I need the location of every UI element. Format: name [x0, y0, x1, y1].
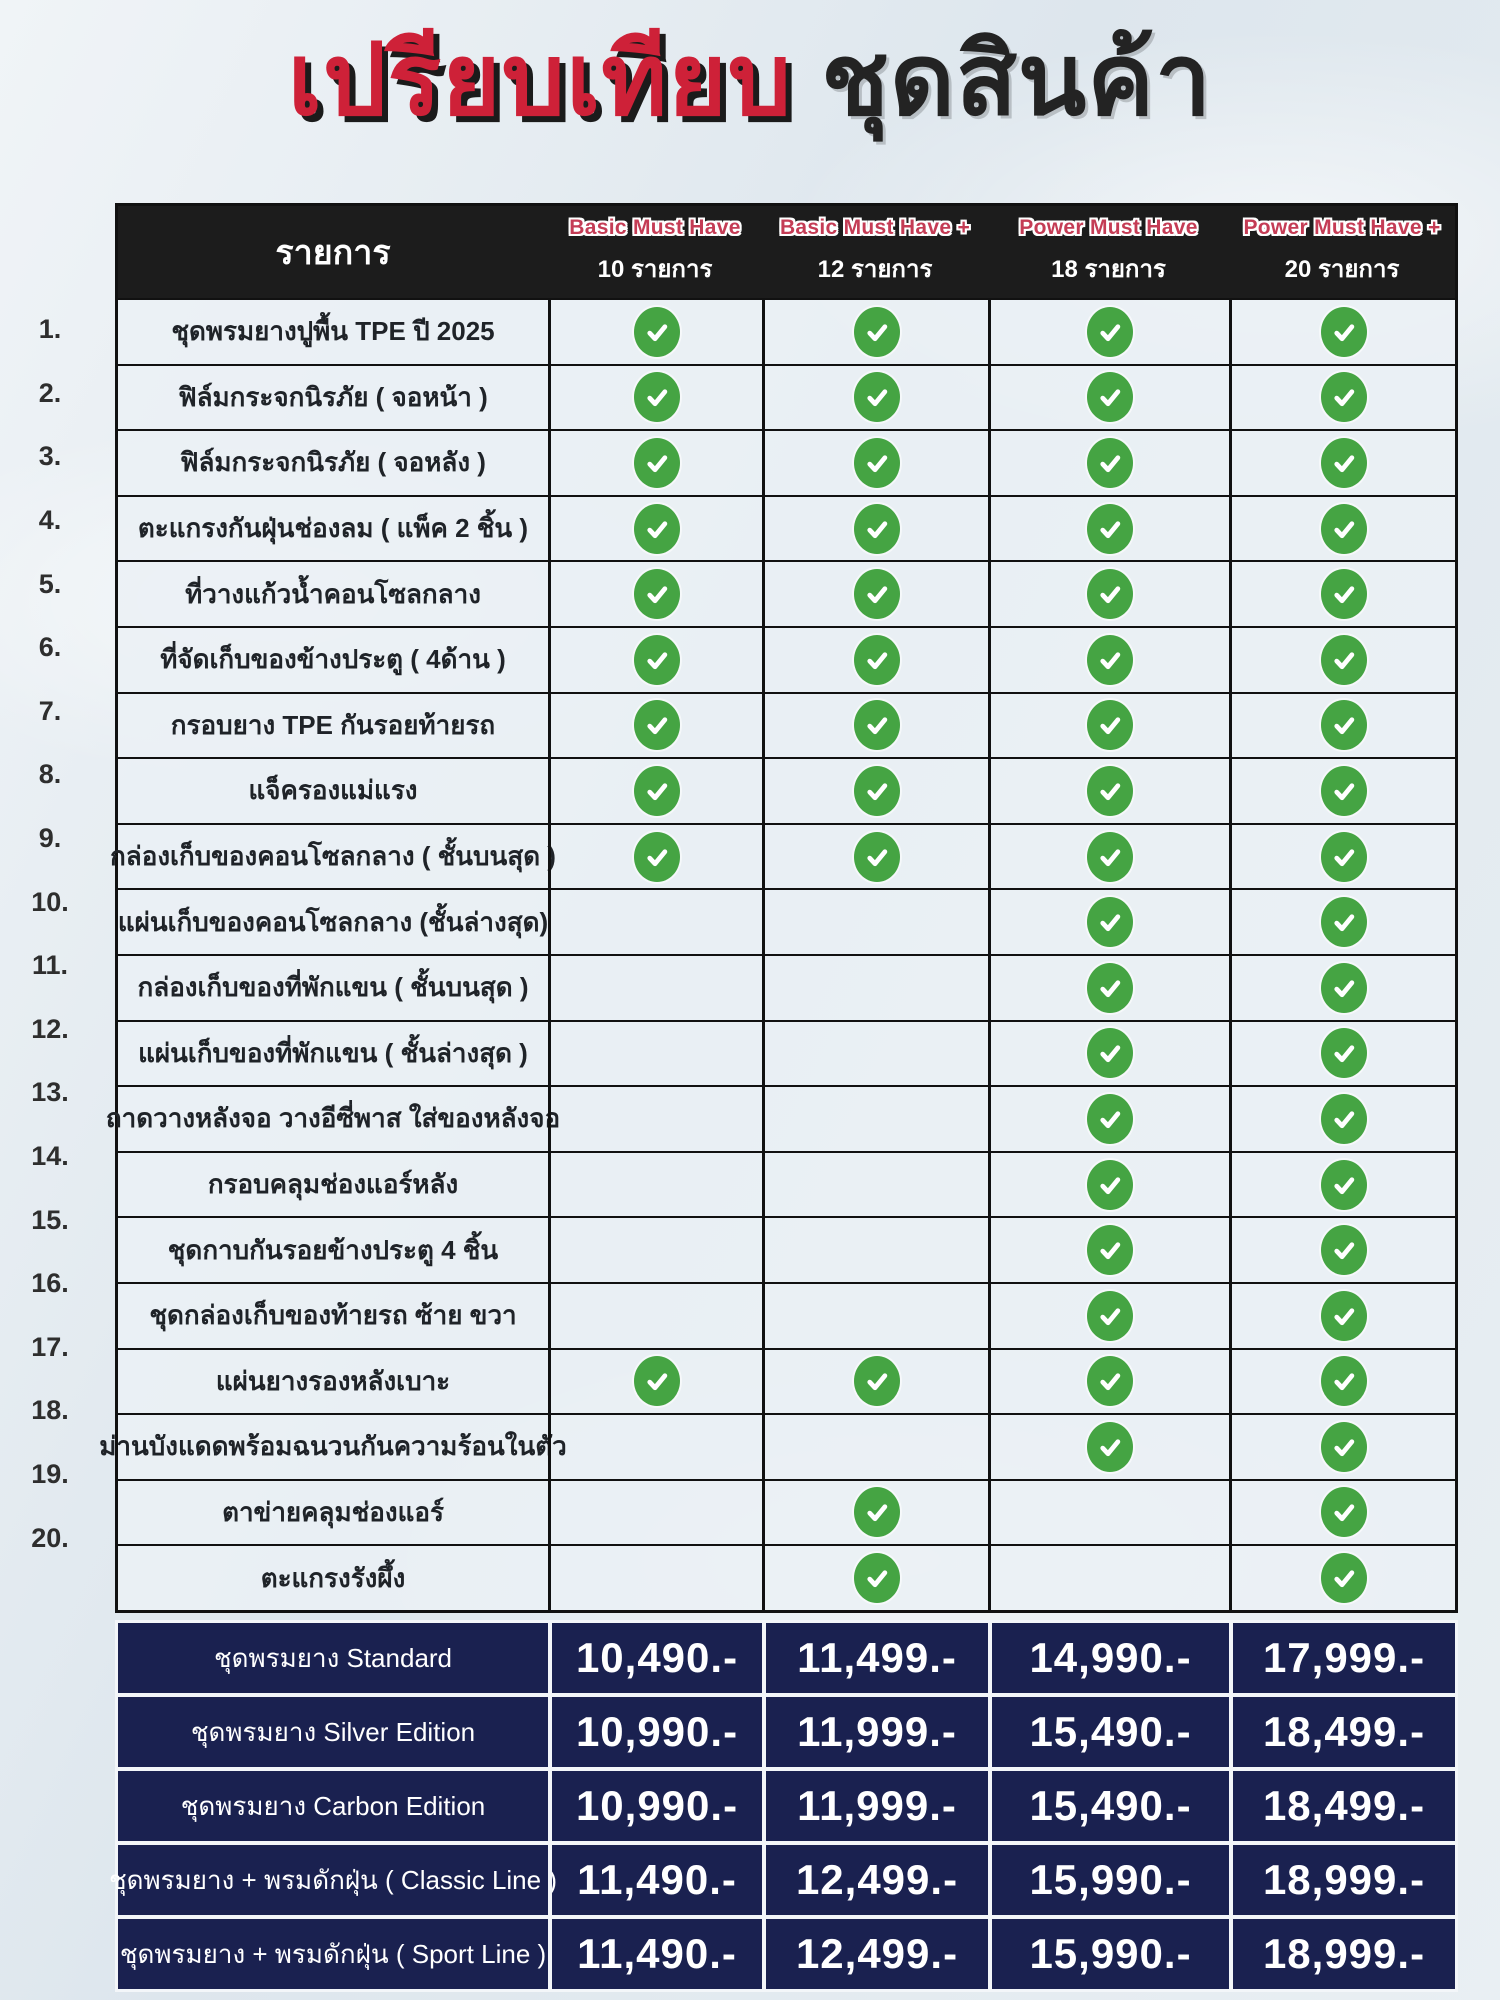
price-value: 18,999.- — [1229, 1845, 1455, 1915]
price-row — [118, 1915, 1455, 1989]
check-cell — [1229, 956, 1455, 1020]
table-row — [118, 692, 1455, 758]
check-circle-icon — [854, 569, 900, 619]
check-circle-icon — [854, 832, 900, 882]
check-circle-icon — [1321, 438, 1367, 488]
check-circle-icon — [1087, 700, 1133, 750]
check-circle-icon — [1321, 569, 1367, 619]
check-cell — [762, 1218, 988, 1282]
check-circle-icon — [1087, 832, 1133, 882]
check-circle-icon — [1321, 832, 1367, 882]
check-cell — [762, 300, 988, 364]
check-cell — [988, 956, 1229, 1020]
item-label: แผ่นยางรองหลังเบาะ — [215, 1365, 451, 1396]
check-cell — [988, 1415, 1229, 1479]
check-circle-icon — [1321, 1553, 1367, 1603]
check-cell — [762, 497, 988, 561]
check-cell — [548, 759, 762, 823]
check-cell — [1229, 497, 1455, 561]
check-cell — [548, 431, 762, 495]
check-circle-icon — [1321, 307, 1367, 357]
column-subtitle: 12 รายการ — [817, 256, 933, 283]
item-label: แผ่นเก็บของคอนโซลกลาง (ชั้นล่างสุด) — [117, 906, 549, 937]
check-cell — [762, 366, 988, 430]
check-cell — [988, 1350, 1229, 1414]
check-cell — [548, 1022, 762, 1086]
check-circle-icon — [1087, 766, 1133, 816]
row-number: 9. — [38, 823, 62, 854]
check-cell — [762, 890, 988, 954]
check-circle-icon — [1321, 766, 1367, 816]
check-cell — [762, 1481, 988, 1545]
check-circle-icon — [634, 372, 680, 422]
item-label: แจ็ครองแม่แรง — [248, 775, 418, 806]
table-row — [105, 1085, 1455, 1151]
check-cell — [988, 1153, 1229, 1217]
check-circle-icon — [634, 700, 680, 750]
check-cell — [548, 366, 762, 430]
item-label: กล่องเก็บของที่พักแขน ( ชั้นบนสุด ) — [137, 972, 529, 1003]
check-cell — [762, 1087, 988, 1151]
check-cell — [1229, 759, 1455, 823]
price-value: 15,490.- — [988, 1697, 1229, 1767]
check-circle-icon — [1087, 1225, 1133, 1275]
price-row-label: ชุดพรมยาง Standard — [213, 1642, 453, 1673]
item-label: แผ่นเก็บของที่พักแขน ( ชั้นล่างสุด ) — [138, 1037, 528, 1068]
price-row — [118, 1693, 1455, 1767]
table-row — [118, 626, 1455, 692]
table-row — [118, 1020, 1455, 1086]
table-row — [110, 823, 1455, 889]
check-circle-icon — [1087, 372, 1133, 422]
check-cell — [1229, 1350, 1455, 1414]
check-circle-icon — [1087, 1291, 1133, 1341]
price-value: 10,490.- — [548, 1623, 762, 1693]
check-cell — [1229, 1087, 1455, 1151]
check-cell — [988, 694, 1229, 758]
check-cell — [548, 890, 762, 954]
table-row — [118, 1282, 1455, 1348]
check-circle-icon — [1321, 504, 1367, 554]
row-number: 10. — [31, 886, 69, 917]
row-number: 13. — [31, 1077, 69, 1108]
check-cell — [762, 628, 988, 692]
check-cell — [548, 1481, 762, 1545]
check-cell — [1229, 890, 1455, 954]
check-cell — [762, 1350, 988, 1414]
table-row — [118, 1348, 1455, 1414]
check-cell — [1229, 1481, 1455, 1545]
row-number: 6. — [38, 632, 62, 663]
item-label: กรอบยาง TPE กันรอยท้ายรถ — [170, 709, 496, 740]
check-cell — [988, 431, 1229, 495]
check-cell — [548, 1415, 762, 1479]
price-value: 15,490.- — [988, 1771, 1229, 1841]
price-value: 18,999.- — [1229, 1919, 1455, 1989]
row-numbers — [14, 298, 86, 1570]
check-circle-icon — [854, 766, 900, 816]
check-circle-icon — [1321, 1291, 1367, 1341]
check-cell — [548, 1546, 762, 1610]
check-circle-icon — [1321, 635, 1367, 685]
item-label: ตะแกรงรังผึ้ง — [260, 1562, 406, 1593]
table-row — [118, 1151, 1455, 1217]
check-circle-icon — [1321, 1356, 1367, 1406]
check-cell — [1229, 694, 1455, 758]
check-cell — [548, 825, 762, 889]
check-cell — [762, 759, 988, 823]
check-cell — [988, 1284, 1229, 1348]
item-label: ชุดพรมยางปูพื้น TPE ปี 2025 — [171, 316, 495, 347]
check-cell — [1229, 825, 1455, 889]
column-subtitle: 10 รายการ — [597, 256, 713, 283]
price-value: 11,999.- — [762, 1771, 988, 1841]
price-table — [109, 1620, 1458, 1992]
price-row-label: ชุดพรมยาง Silver Edition — [190, 1716, 476, 1747]
check-cell — [988, 497, 1229, 561]
row-number: 3. — [38, 441, 62, 472]
check-circle-icon — [854, 504, 900, 554]
price-value: 17,999.- — [1229, 1623, 1455, 1693]
check-circle-icon — [634, 635, 680, 685]
price-value: 10,990.- — [548, 1771, 762, 1841]
table-row — [118, 495, 1455, 561]
price-value: 11,490.- — [548, 1919, 762, 1989]
check-circle-icon — [1087, 635, 1133, 685]
check-cell — [988, 628, 1229, 692]
check-cell — [548, 300, 762, 364]
table-row — [99, 1413, 1455, 1479]
check-cell — [988, 300, 1229, 364]
column-subtitle: 18 รายการ — [1051, 256, 1166, 283]
check-cell — [762, 825, 988, 889]
check-circle-icon — [634, 832, 680, 882]
row-number: 16. — [31, 1268, 69, 1299]
check-cell — [988, 1218, 1229, 1282]
check-cell — [548, 1087, 762, 1151]
column-title: Power Must Have + — [1243, 216, 1441, 239]
item-label: ชุดกาบกันรอยข้างประตู 4 ชิ้น — [167, 1234, 499, 1265]
check-cell — [1229, 366, 1455, 430]
row-number: 7. — [38, 695, 62, 726]
check-circle-icon — [854, 307, 900, 357]
check-circle-icon — [1321, 700, 1367, 750]
price-value: 18,499.- — [1229, 1771, 1455, 1841]
column-title: Power Must Have — [1019, 216, 1198, 239]
check-cell — [988, 1546, 1229, 1610]
row-number: 1. — [38, 314, 62, 345]
price-row — [109, 1841, 1455, 1915]
item-label: ฟิล์มกระจกนิรภัย ( จอหลัง ) — [180, 447, 486, 478]
page-title — [0, 8, 1500, 153]
check-circle-icon — [634, 766, 680, 816]
check-cell — [548, 1284, 762, 1348]
check-circle-icon — [854, 635, 900, 685]
row-number: 20. — [31, 1522, 69, 1553]
check-cell — [548, 956, 762, 1020]
check-cell — [1229, 562, 1455, 626]
price-value: 11,490.- — [548, 1845, 762, 1915]
check-circle-icon — [1087, 1094, 1133, 1144]
check-circle-icon — [1321, 1160, 1367, 1210]
column-header-power-must-have-plus — [1229, 206, 1455, 298]
price-row-label: ชุดพรมยาง + พรมดักฝุ่น ( Classic Line ) — [109, 1864, 557, 1895]
price-value: 11,499.- — [762, 1623, 988, 1693]
price-row-label: ชุดพรมยาง + พรมดักฝุ่น ( Sport Line ) — [119, 1938, 547, 1969]
table-body — [99, 298, 1455, 1610]
check-cell — [988, 366, 1229, 430]
column-header-power-must-have — [988, 206, 1229, 298]
check-cell — [762, 1284, 988, 1348]
table-row — [118, 1216, 1455, 1282]
price-value: 11,999.- — [762, 1697, 988, 1767]
table-row — [118, 298, 1455, 364]
check-circle-icon — [1087, 1028, 1133, 1078]
check-cell — [548, 562, 762, 626]
check-cell — [1229, 1415, 1455, 1479]
check-cell — [762, 1415, 988, 1479]
check-circle-icon — [854, 1487, 900, 1537]
check-cell — [762, 431, 988, 495]
check-cell — [1229, 628, 1455, 692]
table-row — [118, 429, 1455, 495]
check-circle-icon — [854, 1356, 900, 1406]
column-subtitle: 20 รายการ — [1284, 256, 1400, 283]
row-number: 8. — [38, 759, 62, 790]
check-cell — [988, 1022, 1229, 1086]
check-cell — [762, 1022, 988, 1086]
check-cell — [762, 694, 988, 758]
row-number: 17. — [31, 1331, 69, 1362]
price-value: 18,499.- — [1229, 1697, 1455, 1767]
items-header-label: รายการ — [275, 234, 391, 272]
check-circle-icon — [634, 307, 680, 357]
price-row-label: ชุดพรมยาง Carbon Edition — [180, 1790, 486, 1821]
check-cell — [762, 956, 988, 1020]
check-circle-icon — [634, 569, 680, 619]
item-label: ฟิล์มกระจกนิรภัย ( จอหน้า ) — [178, 381, 488, 412]
check-circle-icon — [1321, 897, 1367, 947]
table-row — [118, 560, 1455, 626]
check-circle-icon — [1321, 1028, 1367, 1078]
check-circle-icon — [854, 438, 900, 488]
check-circle-icon — [1321, 372, 1367, 422]
check-cell — [548, 1350, 762, 1414]
check-circle-icon — [1321, 1094, 1367, 1144]
check-circle-icon — [1321, 963, 1367, 1013]
table-row — [118, 954, 1455, 1020]
item-label: ที่วางแก้วน้ำคอนโซลกลาง — [185, 578, 481, 609]
table-row — [118, 364, 1455, 430]
check-circle-icon — [1087, 897, 1133, 947]
item-label: ถาดวางหลังจอ วางอีซี่พาส ใส่ของหลังจอ — [105, 1103, 561, 1134]
item-label: กรอบคลุมช่องแอร์หลัง — [207, 1169, 459, 1200]
check-cell — [1229, 1218, 1455, 1282]
row-number: 12. — [31, 1013, 69, 1044]
check-cell — [548, 628, 762, 692]
title-rest: ชุดสินค้า — [821, 24, 1213, 136]
check-circle-icon — [1321, 1422, 1367, 1472]
check-cell — [762, 562, 988, 626]
check-circle-icon — [854, 700, 900, 750]
price-row — [118, 1767, 1455, 1841]
check-cell — [988, 562, 1229, 626]
comparison-table — [99, 203, 1458, 1613]
check-cell — [762, 1153, 988, 1217]
item-label: กล่องเก็บของคอนโซลกลาง ( ชั้นบนสุด ) — [110, 841, 556, 872]
check-circle-icon — [1087, 1422, 1133, 1472]
table-row — [118, 888, 1455, 954]
check-cell — [1229, 1022, 1455, 1086]
check-circle-icon — [1321, 1487, 1367, 1537]
check-cell — [988, 1087, 1229, 1151]
check-circle-icon — [854, 1553, 900, 1603]
table-header — [118, 206, 1455, 298]
check-cell — [1229, 1153, 1455, 1217]
item-label: ม่านบังแดดพร้อมฉนวนกันความร้อนในตัว — [99, 1431, 567, 1462]
item-label: ชุดกล่องเก็บของท้ายรถ ซ้าย ขวา — [149, 1300, 517, 1331]
row-number: 14. — [31, 1141, 69, 1172]
check-cell — [988, 825, 1229, 889]
check-circle-icon — [1087, 1356, 1133, 1406]
item-label: ตาข่ายคลุมช่องแอร์ — [222, 1496, 444, 1527]
price-value: 15,990.- — [988, 1845, 1229, 1915]
check-cell — [1229, 431, 1455, 495]
row-number: 4. — [38, 505, 62, 536]
row-number: 5. — [38, 568, 62, 599]
row-number: 18. — [31, 1395, 69, 1426]
check-cell — [988, 1481, 1229, 1545]
row-number: 11. — [31, 950, 69, 981]
check-cell — [1229, 1284, 1455, 1348]
row-number: 15. — [31, 1204, 69, 1235]
column-header-basic-must-have-plus — [762, 206, 988, 298]
item-label: ที่จัดเก็บของข้างประตู ( 4ด้าน ) — [160, 644, 506, 675]
check-circle-icon — [1087, 963, 1133, 1013]
table-row — [118, 1544, 1455, 1610]
check-circle-icon — [1087, 1160, 1133, 1210]
column-title: Basic Must Have + — [779, 216, 971, 239]
item-label: ตะแกรงกันฝุ่นช่องลม ( แพ็ค 2 ชิ้น ) — [137, 513, 529, 544]
table-row — [118, 757, 1455, 823]
price-value: 10,990.- — [548, 1697, 762, 1767]
check-circle-icon — [1087, 569, 1133, 619]
price-value: 12,499.- — [762, 1845, 988, 1915]
row-number: 19. — [31, 1458, 69, 1489]
check-cell — [988, 890, 1229, 954]
price-value: 12,499.- — [762, 1919, 988, 1989]
check-circle-icon — [1087, 504, 1133, 554]
row-number: 2. — [38, 377, 62, 408]
price-value: 14,990.- — [988, 1623, 1229, 1693]
title-highlight: เปรียบเทียบ — [287, 24, 793, 136]
check-cell — [762, 1546, 988, 1610]
check-cell — [988, 759, 1229, 823]
check-circle-icon — [634, 504, 680, 554]
check-cell — [548, 497, 762, 561]
column-title: Basic Must Have — [569, 216, 741, 239]
check-circle-icon — [1087, 438, 1133, 488]
check-cell — [1229, 1546, 1455, 1610]
price-row — [118, 1623, 1455, 1693]
check-circle-icon — [1321, 1225, 1367, 1275]
check-circle-icon — [634, 438, 680, 488]
check-cell — [548, 1218, 762, 1282]
price-value: 15,990.- — [988, 1919, 1229, 1989]
check-cell — [548, 1153, 762, 1217]
table-row — [118, 1479, 1455, 1545]
check-circle-icon — [854, 372, 900, 422]
column-header-basic-must-have — [548, 206, 762, 298]
check-circle-icon — [1087, 307, 1133, 357]
items-header-cell — [118, 206, 548, 298]
check-circle-icon — [634, 1356, 680, 1406]
check-cell — [1229, 300, 1455, 364]
check-cell — [548, 694, 762, 758]
